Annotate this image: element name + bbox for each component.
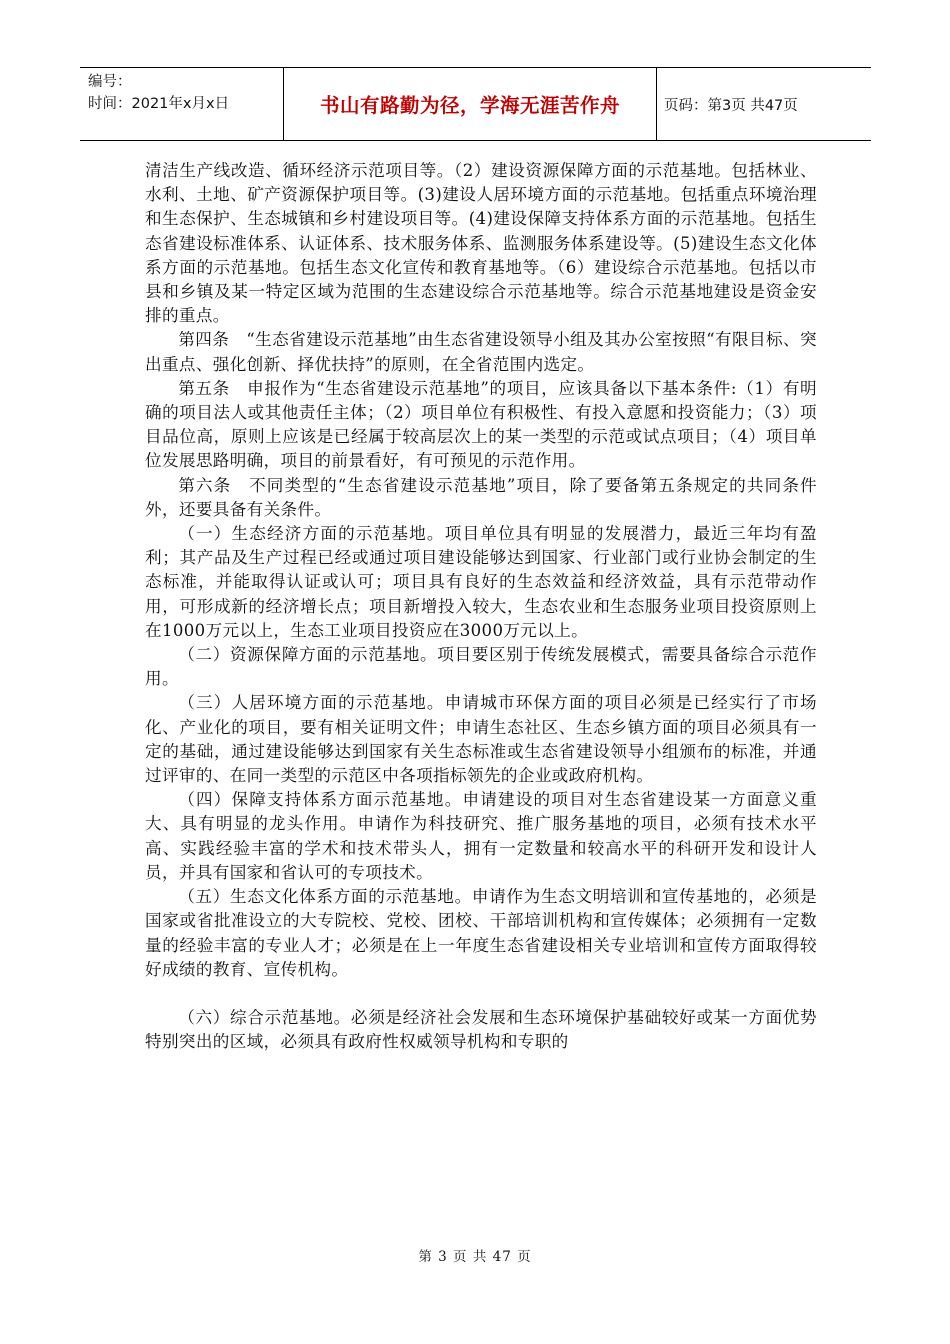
header-page-cell [657, 68, 871, 140]
document-number-label: 编号： [88, 74, 132, 90]
page-footer: 第 3 页 共 47 页 [418, 1249, 532, 1265]
item-4-paragraph: （四）保障支持体系方面示范基地。申请建设的项目对生态省建设某一方面意义重大、具有明显的龙头作用。申请作为科技研究、推广服务基地的项目，必须有技术水平高、实践经验丰富的学术和技术带头人，拥有一定数量和较高水平的科研开发和设计人员，并具有国家和省认可的专项技术。 [145, 790, 817, 882]
article-4-paragraph: 第四条 “生态省建设示范基地”由生态省建设领导小组及其办公室按照“有限目标、突出重点、强化创新、择优扶持”的原则，在全省范围内选定。 [145, 330, 817, 374]
item-5-paragraph: （五）生态文化体系方面的示范基地。申请作为生态文明培训和宣传基地的，必须是国家或省批准设立的大专院校、党校、团校、干部培训机构和宣传媒体；必须拥有一定数量的经验丰富的专业人才；必须是在上一年度生态省建设相关专业培训和宣传方面取得较好成绩的教育、宣传机构。 [145, 887, 817, 979]
header-meta [80, 68, 284, 140]
header-page-label: 页码：第3页 共47页 [664, 97, 798, 114]
header-motto: 书山有路勤为径，学海无涯苦作舟 [319, 94, 620, 117]
document-body [145, 159, 817, 1054]
document-date-label: 时间：2021年x月x日 [88, 96, 230, 112]
header-motto-cell [284, 68, 657, 140]
page-header [80, 67, 871, 141]
item-2-paragraph: （二）资源保障方面的示范基地。项目要区别于传统发展模式，需要具备综合示范作用。 [145, 645, 817, 689]
body-paragraph: 清洁生产线改造、循环经济示范项目等。（2）建设资源保障方面的示范基地。包括林业、水利、土地、矿产资源保护项目等。(3)建设人居环境方面的示范基地。包括重点环境治理和生态保护、生态城镇和乡村建设项目等。(4)建设保障支持体系方面的示范基地。包括生态省建设标准体系、认证体系、技术服务体系、监测服务体系建设等。(5)建设生态文化体系方面的示范基地。包括生态文化宣传和教育基地等。（6）建设综合示范基地。包括以市县和乡镇及某一特定区域为范围的生态建设综合示范基地等。综合示范基地建设是资金安排的重点。 [145, 161, 817, 326]
item-1-paragraph: （一）生态经济方面的示范基地。项目单位具有明显的发展潜力，最近三年均有盈利；其产品及生产过程已经或通过项目建设能够达到国家、行业部门或行业协会制定的生态标准，并能取得认证或认可；项目具有良好的生态效益和经济效益，具有示范带动作用，可形成新的经济增长点；项目新增投入较大，生态农业和生态服务业项目投资原则上在1000万元以上，生态工业项目投资应在3000万元以上。 [145, 524, 817, 640]
article-5-paragraph: 第五条 申报作为“生态省建设示范基地”的项目，应该具备以下基本条件:（1）有明确的项目法人或其他责任主体；（2）项目单位有积极性、有投入意愿和投资能力；（3）项目品位高，原则上应该是已经属于较高层次上的某一类型的示范或试点项目；（4）项目单位发展思路明确，项目的前景看好，有可预见的示范作用。 [145, 378, 817, 471]
item-6-paragraph: （六）综合示范基地。必须是经济社会发展和生态环境保护基础较好或某一方面优势特别突出的区域，必须具有政府性权威领导机构和专职的 [145, 1007, 817, 1052]
item-3-paragraph: （三）人居环境方面的示范基地。申请城市环保方面的项目必须是已经实行了市场化、产业化的项目，要有相关证明文件；申请生态社区、生态乡镇方面的项目必须具有一定的基础，通过建设能够达到国家有关生态标准或生态省建设领导小组颁布的标准，并通过评审的、在同一类型的示范区中各项指标领先的企业或政府机构。 [145, 693, 817, 786]
article-6-paragraph: 第六条 不同类型的“生态省建设示范基地”项目，除了要备第五条规定的共同条件外，还要具备有关条件。 [145, 475, 817, 519]
